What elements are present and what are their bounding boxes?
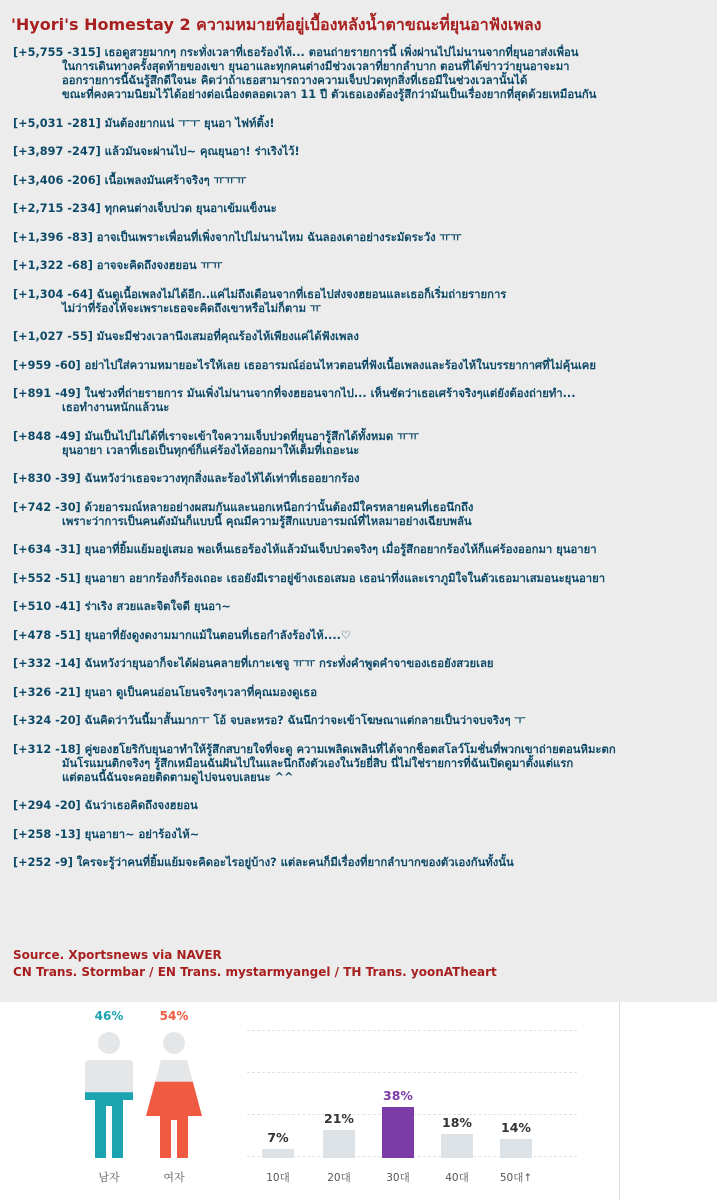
comment-item — [13, 501, 713, 529]
comment-line: มันโรแมนติกจริงๆ รู้สึกเหมือนฉันฝันไปในและนึกถึงตัวเองในวัยยี่สิบ นี่ไม่ใช่รายการที่ฉันเปิดดูมาตั้งแต่แรก — [62, 756, 574, 770]
comment-line: ในการเดินทางครั้งสุดท้ายของเขา ยุนอาและทุกคนต่างมีช่วงเวลาที่ยากลำบาก ตอนที่ได้ข่าวว่ายุนอาจะมา — [62, 60, 570, 73]
comment-item — [13, 543, 713, 557]
comment-line: [+2,715 -234] ทุกคนต่างเจ็บปวด ยุนอาเข้มแข็งนะ — [13, 202, 277, 215]
comment-item — [13, 387, 713, 415]
comment-item — [13, 430, 713, 458]
comment-item — [13, 472, 713, 486]
comment-item — [13, 856, 713, 870]
comment-line: [+634 -31] ยุนอาที่ยิ้มแย้มอยู่เสมอ พอเห็นเธอร้องไห้แล้วมันเจ็บปวดจริงๆ เมื่อรู้สึกอยากร้องไห้ก็แค่ร้องออกมา ยุนอายา — [13, 543, 597, 556]
comment-line: [+3,406 -206] เนื้อเพลงมันเศร้าจริงๆ ㅠㅠㅠ — [13, 173, 247, 187]
comment-line: [+252 -9] ใครจะรู้ว่าคนที่ยิ้มแย้มจะคิดอะไรอยู่บ้าง? แต่ละคนก็มีเรื่องที่ยากลำบากของตัวเองกันทั้งนั้น — [13, 856, 514, 869]
comment-line: [+1,027 -55] มันจะมีช่วงเวลานึงเสมอที่คุณร้องไห้เพียงแค่ได้ฟังเพลง — [13, 330, 359, 343]
age-percent-label: 38% — [383, 1088, 413, 1103]
age-category-label: 10대 — [266, 1172, 290, 1184]
age-bar — [441, 1134, 473, 1158]
comment-item — [13, 259, 713, 273]
comment-item — [13, 46, 713, 102]
demographics-chart — [0, 1002, 717, 1200]
comment-item — [13, 572, 713, 586]
age-bar — [323, 1130, 355, 1158]
comment-line: [+959 -60] อย่าไปใส่ความหมายอะไรให้เลย เธออารมณ์อ่อนไหวตอนที่ฟังเนื้อเพลงและร้องไห้ในบรรยากาศที่ไม่คุ้นเคย — [13, 358, 596, 372]
age-percent-label: 21% — [324, 1111, 354, 1126]
age-category-label: 20대 — [327, 1172, 351, 1184]
age-percent-label: 14% — [501, 1120, 531, 1135]
comment-item — [13, 174, 713, 188]
age-category-label: 30대 — [386, 1172, 410, 1184]
comment-item — [13, 799, 713, 813]
comment-item — [13, 686, 713, 700]
gridline — [247, 1072, 577, 1073]
comment-line: [+1,396 -83] อาจเป็นเพราะเพื่อนที่เพิ่งจากไปไม่นานไหม ฉันลองเดาอย่างระมัดระวัง ㅠㅠ — [13, 230, 462, 244]
comment-line: [+830 -39] ฉันหวังว่าเธอจะวางทุกสิ่งและร้องไห้ได้เท่าที่เธออยากร้อง — [13, 472, 360, 485]
comment-line: [+510 -41] ร่าเริง สวยและจิตใจดี ยุนอา~ — [13, 600, 231, 613]
comment-line: [+326 -21] ยุนอา ดูเป็นคนอ่อนโยนจริงๆเวลาที่คุณมองดูเธอ — [13, 685, 317, 699]
article-title: 'Hyori's Homestay 2 ความหมายที่อยู่เบื้องหลังน้ำตาขณะที่ยุนอาฟังเพลง — [11, 15, 542, 34]
age-bar — [500, 1139, 532, 1158]
comment-item — [13, 629, 713, 643]
comment-line: [+478 -51] ยุนอาที่ยังดูงดงามมากแม้ในตอนที่เธอกำลังร้องไห้....♡ — [13, 628, 352, 642]
comment-line: [+552 -51] ยุนอายา อยากร้องก็ร้องเถอะ เธอยังมีเราอยู่ข้างเธอเสมอ เธอน่าทึ่งและเราภูมิใจในตัวเธอมาเสมอนะยุนอายา — [13, 571, 606, 585]
gender-percent-label: 54% — [159, 1009, 189, 1023]
comment-line: ขณะที่คงความนิยมไว้ได้อย่างต่อเนื่องตลอดเวลา 11 ปี ตัวเธอเองต้องรู้สึกว่ามันเป็นเรื่องยากที่สุดด้วยเหมือนกัน — [62, 88, 597, 101]
comment-line: [+312 -18] คู่ของฮโยริกับยุนอาทำให้รู้สึกสบายใจที่จะดู ความเพลิดเพลินที่ได้จากช็อตสโลว์โมชั่นที่พวกเขาถ่ายตอนหิมะตก — [13, 742, 616, 756]
source-line: Source. Xportsnews via NAVER — [13, 948, 222, 962]
comment-line: [+1,322 -68] อาจจะคิดถึงจงฮยอน ㅠㅠ — [13, 259, 223, 272]
comment-item — [13, 117, 713, 131]
comment-list — [13, 46, 713, 885]
comment-line: [+742 -30] ด้วยอารมณ์หลายอย่างผสมกันและนอกเหนือกว่านั้นต้องมีใครหลายคนที่เธอนึกถึง — [13, 500, 474, 514]
comment-line: ไม่ว่าที่ร้องไห้จะเพราะเธอจะคิดถึงเขาหรือไม่ก็ตาม ㅠ — [62, 301, 321, 315]
comment-line: [+294 -20] ฉันว่าเธอคิดถึงจงฮยอน — [13, 799, 198, 812]
comment-line: แต่ตอนนี้ฉันจะคอยติดตามดูไปจนจบเลยนะ ^^ — [62, 770, 294, 784]
comment-line: [+1,304 -64] ฉันดูเนื้อเพลงไม่ได้อีก..แค่ไม่ถึงเดือนจากที่เธอไปส่งจงฮยอนและเธอก็เริ่มถ่ายรายการ — [13, 287, 507, 301]
comment-item — [13, 359, 713, 373]
male-figure-icon — [79, 1030, 139, 1160]
comment-item — [13, 743, 713, 785]
comment-line: เพราะว่าการเป็นคนดังมันก็แบบนี้ คุณมีความรู้สึกแบบอารมณ์ที่ไหลมาอย่างเฉียบพลัน — [62, 514, 472, 528]
age-percent-label: 18% — [442, 1115, 472, 1130]
female-figure-icon — [144, 1030, 204, 1160]
comment-item — [13, 714, 713, 728]
comment-line: [+5,031 -281] มันต้องยากแน่ ㅜㅜ ยุนอา ไฟท์ติ้ง! — [13, 116, 275, 130]
comment-line: ออกรายการนี้ฉันรู้สึกดีใจนะ คิดว่าถ้าเธอสามารถวางความเจ็บปวดทุกสิ่งที่เธอมีในช่วงเวลานั้นได้ — [62, 74, 528, 87]
comment-line: [+891 -49] ในช่วงที่ถ่ายรายการ มันเพิ่งไม่นานจากที่จงฮยอนจากไป... เห็นชัดว่าเธอเศร้าจริงๆแต่ยังต้องถ่ายทำ... — [13, 387, 576, 400]
gridline — [247, 1030, 577, 1031]
translation-credits: CN Trans. Stormbar / EN Trans. mystarmyangel / TH Trans. yoonATheart — [13, 965, 497, 979]
comment-item — [13, 330, 713, 344]
age-bar — [262, 1149, 294, 1158]
comment-line: ยุนอายา เวลาที่เธอเป็นทุกข์ก็แค่ร้องไห้ออกมาให้เต็มที่เถอะนะ — [62, 443, 360, 457]
gender-percent-label: 46% — [94, 1009, 124, 1023]
age-category-label: 40대 — [445, 1172, 469, 1184]
comment-line: [+5,755 -315] เธอดูสวยมากๆ กระทั่งเวลาที่เธอร้องไห้... ตอนถ่ายรายการนี้ เพิ่งผ่านไปไม่นานจากที่ยุนอาส่งเพื่อน — [13, 46, 579, 59]
age-bar — [382, 1107, 414, 1158]
comment-item — [13, 828, 713, 842]
source-credits — [13, 947, 497, 981]
age-category-label: 50대↑ — [499, 1172, 533, 1184]
comment-line: [+848 -49] มันเป็นไปไม่ได้ที่เราจะเข้าใจความเจ็บปวดที่ยุนอารู้สึกได้ทั้งหมด ㅠㅠ — [13, 429, 419, 443]
comment-item — [13, 600, 713, 614]
gender-category-label: 남자 — [98, 1171, 120, 1184]
comment-line: เธอทำงานหนักแล้วนะ — [62, 401, 170, 414]
comment-item — [13, 231, 713, 245]
comment-item — [13, 145, 713, 159]
divider — [619, 1002, 620, 1200]
comment-line: [+3,897 -247] แล้วมันจะผ่านไป~ คุณยุนอา! ร่าเริงไว้! — [13, 145, 300, 158]
comment-line: [+332 -14] ฉันหวังว่ายุนอาก็จะได้ผ่อนคลายที่เกาะเชจู ㅠㅠ กระทั่งคำพูดคำจาของเธอยังสวยเลย — [13, 657, 494, 670]
comment-line: [+258 -13] ยุนอายา~ อย่าร้องไห้~ — [13, 827, 200, 841]
age-percent-label: 7% — [267, 1130, 289, 1145]
comment-item — [13, 657, 713, 671]
comment-item — [13, 288, 713, 316]
comment-item — [13, 202, 713, 216]
comment-line: [+324 -20] ฉันคิดว่าวันนี้มาสั้นมากㅜ โอ้ จบละหรอ? ฉันนึกว่าจะเข้าโฆษณาแต่กลายเป็นว่าจบจริงๆ ㅜ — [13, 714, 526, 727]
gender-category-label: 여자 — [163, 1171, 185, 1184]
